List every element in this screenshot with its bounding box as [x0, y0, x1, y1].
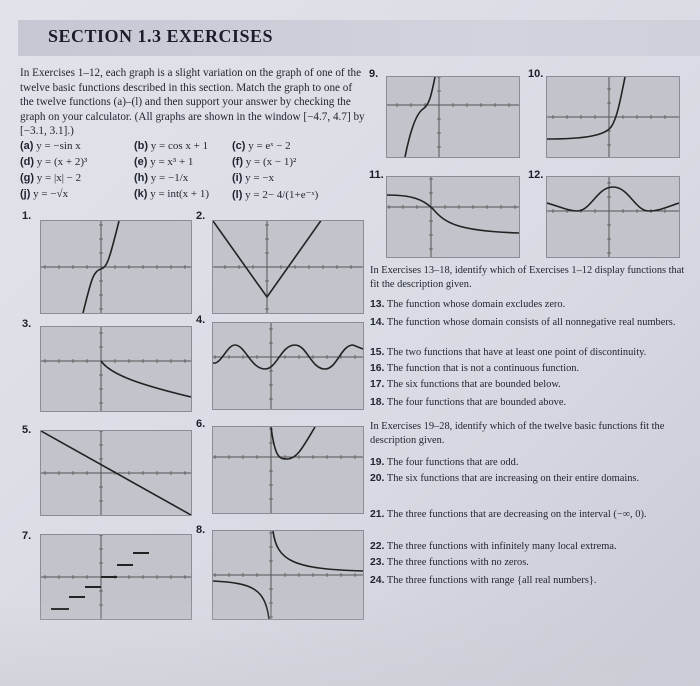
exercise-number: 14. — [370, 317, 385, 328]
graph-3 — [40, 326, 192, 412]
function-letter: (h) — [134, 172, 149, 184]
exercise-text: The function whose domain excludes zero. — [386, 299, 566, 310]
function-expression: y = (x − 1)² — [245, 156, 297, 168]
exercise-number: 21. — [370, 509, 385, 520]
curve-8b — [273, 531, 363, 571]
function-expression: y = (x + 2)³ — [36, 156, 88, 168]
graph-5 — [40, 430, 192, 516]
exercise-text: The six functions that are increasing on their entire domains. — [386, 473, 640, 484]
graph-label-10: 10. — [528, 68, 544, 80]
curve-10 — [547, 77, 625, 139]
function-expression: y = eˣ − 2 — [248, 140, 291, 152]
function-option — [232, 156, 296, 168]
function-letter: (d) — [20, 156, 35, 168]
function-letter: (k) — [134, 188, 148, 200]
graph-label-9: 9. — [369, 68, 379, 80]
graph-label-12: 12. — [528, 169, 544, 181]
curve-12 — [547, 187, 679, 211]
exercise-item — [370, 472, 685, 486]
exercise-number: 17. — [370, 379, 385, 390]
section-header — [18, 20, 700, 56]
exercise-text: The four functions that are odd. — [386, 457, 519, 468]
graph-label-8: 8. — [196, 524, 206, 536]
graph-10 — [546, 76, 680, 158]
exercise-item — [370, 540, 685, 554]
function-option — [232, 140, 291, 152]
exercise-text: The function that is not a continuous function. — [386, 363, 580, 374]
graph-12 — [546, 176, 680, 258]
function-expression: y = −x — [245, 172, 275, 184]
section-title: SECTION 1.3 EXERCISES — [48, 26, 274, 46]
exercise-text: The three functions with infinitely many local extrema. — [386, 541, 617, 552]
graph-label-6: 6. — [196, 418, 206, 430]
function-letter: (j) — [20, 188, 31, 200]
exercise-number: 24. — [370, 575, 385, 586]
function-option — [232, 188, 318, 201]
function-letter: (l) — [232, 189, 243, 201]
function-letter: (e) — [134, 156, 148, 168]
function-expression: y = x³ + 1 — [150, 156, 194, 168]
function-expression: y = cos x + 1 — [150, 140, 209, 152]
graph-4 — [212, 322, 364, 410]
exercise-item — [370, 362, 685, 376]
graph-label-3: 3. — [22, 318, 32, 330]
function-option — [232, 172, 274, 184]
function-option — [20, 188, 68, 200]
exercise-number: 16. — [370, 363, 385, 374]
section3-instructions: In Exercises 19–28, identify which of the twelve basic functions fit the description given. — [370, 421, 665, 446]
function-expression: y = −sin x — [36, 140, 81, 152]
exercise-number: 15. — [370, 347, 385, 358]
exercise-text: The two functions that have at least one point of discontinuity. — [386, 347, 647, 358]
exercise-item — [370, 556, 685, 570]
exercise-item — [370, 378, 685, 392]
function-expression: y = −1/x — [150, 172, 189, 184]
function-expression: y = int(x + 1) — [150, 188, 210, 200]
function-option — [20, 156, 87, 168]
exercise-number: 22. — [370, 541, 385, 552]
graph-2 — [212, 220, 364, 314]
curve-6 — [271, 427, 315, 459]
curve-9 — [405, 77, 435, 157]
function-option — [134, 156, 193, 168]
graph-label-5: 5. — [22, 424, 32, 436]
graph-label-4: 4. — [196, 314, 206, 326]
function-letter: (b) — [134, 140, 149, 152]
exercise-item — [370, 396, 685, 410]
function-letter: (i) — [232, 172, 243, 184]
function-letter: (c) — [232, 140, 246, 152]
function-option — [20, 172, 81, 184]
function-expression: y = −√x — [33, 188, 69, 200]
graph-9 — [386, 76, 520, 158]
function-option — [134, 140, 208, 152]
graph-label-1: 1. — [22, 210, 32, 222]
page-shadow — [0, 596, 700, 686]
function-letter: (a) — [20, 140, 34, 152]
function-letter: (g) — [20, 172, 35, 184]
exercise-number: 18. — [370, 397, 385, 408]
function-letter: (f) — [232, 156, 243, 168]
exercise-text: The six functions that are bounded below. — [386, 379, 561, 390]
exercise-item — [370, 574, 685, 588]
exercise-item — [370, 316, 685, 330]
exercise-text: The function whose domain consists of all nonnegative real numbers. — [386, 317, 676, 328]
curve-11 — [387, 195, 519, 233]
exercise-item — [370, 346, 685, 360]
function-expression: y = 2− 4/(1+e⁻ˣ) — [245, 189, 319, 201]
exercise-text: The three functions with range {all real numbers}. — [386, 575, 597, 586]
exercise-item — [370, 456, 685, 470]
exercise-text: The four functions that are bounded above. — [386, 397, 567, 408]
curve-3 — [101, 361, 191, 397]
exercise-text: The three functions that are decreasing on the interval (−∞, 0). — [386, 509, 647, 520]
exercise-number: 13. — [370, 299, 385, 310]
function-option — [134, 188, 209, 200]
exercise-item — [370, 298, 685, 312]
function-option — [20, 140, 81, 152]
graph-11 — [386, 176, 520, 258]
exercise-item — [370, 508, 685, 522]
function-option — [134, 172, 188, 184]
exercise-instructions: In Exercises 1–12, each graph is a slight variation on the graph of one of the twelve basic functions described in this section. Match the graph to one of the twelve functions (a)–(l) and then support your answer by checking the graph on your calculator. (All graphs are shown in the window [−4.7, 4.7] by [−3.1, 3.1].) — [20, 67, 365, 138]
exercise-number: 19. — [370, 457, 385, 468]
graph-label-2: 2. — [196, 210, 206, 222]
graph-1 — [40, 220, 192, 314]
graph-6 — [212, 426, 364, 514]
graph-label-11: 11. — [369, 169, 384, 181]
exercise-number: 23. — [370, 557, 385, 568]
exercise-number: 20. — [370, 473, 385, 484]
exercise-text: The three functions with no zeros. — [386, 557, 529, 568]
function-expression: y = |x| − 2 — [36, 172, 82, 184]
section2-instructions: In Exercises 13–18, identify which of Exercises 1–12 display functions that fit the description given. — [370, 265, 685, 290]
graph-label-7: 7. — [22, 530, 32, 542]
curve-2 — [213, 221, 363, 297]
